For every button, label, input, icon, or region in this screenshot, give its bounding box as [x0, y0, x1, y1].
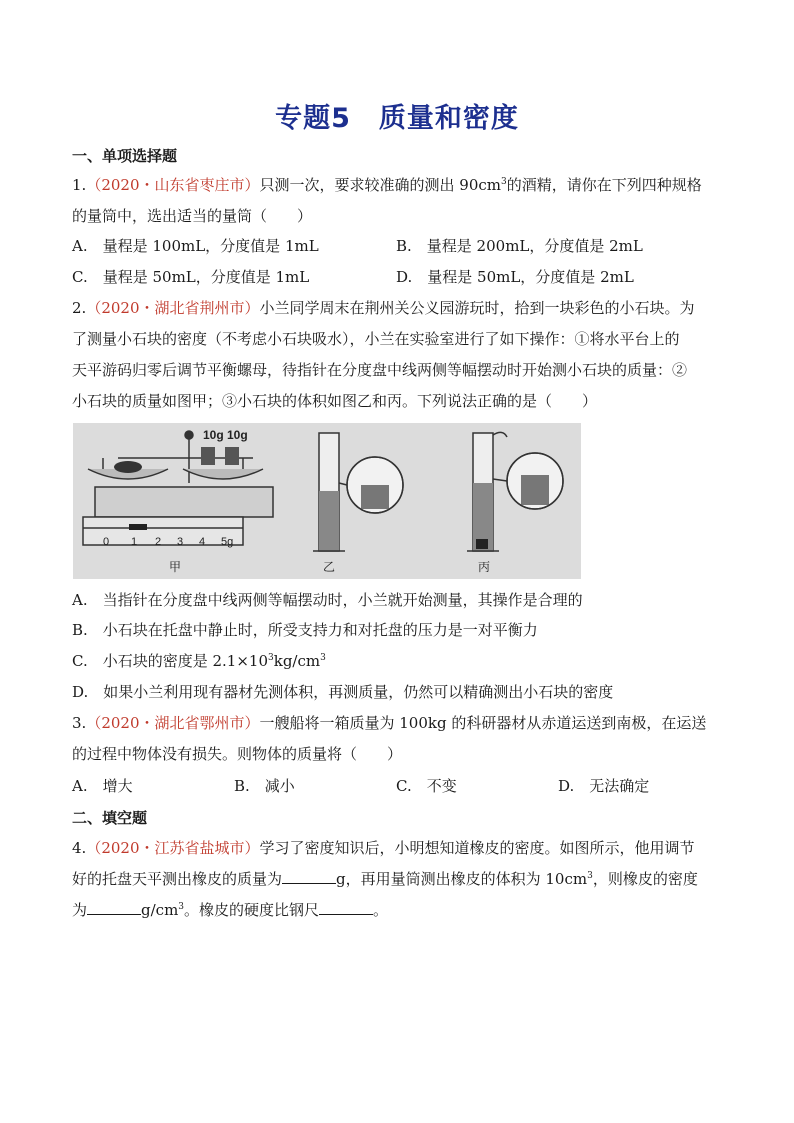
q4-sup: 3	[587, 871, 593, 881]
q4-sup: 3	[178, 902, 185, 912]
weight-icon	[225, 447, 239, 465]
q4-text: g/cm	[141, 901, 179, 919]
q1-option-b: B. 量程是 200mL，分度值是 2mL	[396, 237, 643, 255]
q3-option-c: C. 不变	[396, 777, 457, 795]
q4-line-2	[72, 869, 732, 889]
q2-option-d: D. 如果小兰利用现有器材先测体积，再测质量，仍然可以精确测出小石块的密度	[72, 683, 614, 701]
figure-label-yi: 乙	[323, 560, 336, 574]
q2-line-2: 了测量小石块的密度（不考虑小石块吸水），小兰在实验室进行了如下操作：①将水平台上的	[72, 330, 680, 348]
q3-line-2: 的过程中物体没有损失。则物体的质量将（ ）	[72, 745, 403, 763]
cylinder-yi	[313, 433, 403, 551]
q2-option-b: B. 小石块在托盘中静止时，所受支持力和对托盘的压力是一对平衡力	[72, 621, 538, 639]
q2-option-c-unit: kg/cm	[273, 652, 321, 670]
q2-line-1	[72, 298, 732, 318]
q3-option-a: A. 增大	[72, 777, 133, 795]
q4-number: 4.	[72, 839, 87, 857]
q2-option-a: A. 当指针在分度盘中线两侧等幅摆动时，小兰就开始测量，其操作是合理的	[72, 591, 583, 609]
q4-text: g，再用量筒测出橡皮的体积为 10cm	[336, 870, 588, 888]
q2-line-3: 天平游码归零后调节平衡螺母，待指针在分度盘中线两侧等幅摆动时开始测小石块的质量：②	[72, 361, 688, 379]
q2-number: 2.	[72, 299, 87, 317]
q3-line-1	[72, 713, 732, 733]
answer-blank-density[interactable]	[87, 900, 141, 915]
stone-on-pan	[114, 461, 142, 473]
q4-line-1	[72, 838, 732, 858]
q2-source: （2020・湖北省荆州市）	[86, 299, 260, 317]
q2-option-c-sup: 3	[268, 653, 274, 663]
q2-option-c-text: C. 小石块的密度是 2.1×10	[72, 652, 268, 670]
weights-label: 10g 10g	[203, 428, 248, 442]
q1-number: 1.	[72, 176, 87, 194]
q1-text-b: 的酒精，请你在下列四种规格	[506, 176, 702, 194]
q1-option-a: A. 量程是 100mL，分度值是 1mL	[72, 237, 319, 255]
figure-balance-and-cylinders	[73, 423, 581, 579]
q3-number: 3.	[72, 714, 87, 732]
rider-icon	[129, 524, 147, 530]
q1-option-c: C. 量程是 50mL，分度值是 1mL	[72, 268, 310, 286]
answer-blank-hardness[interactable]	[319, 900, 373, 915]
weight-icon	[201, 447, 215, 465]
page-title: 专题5 质量和密度	[275, 103, 519, 134]
q3-option-d: D. 无法确定	[558, 777, 650, 795]
q4-text: 好的托盘天平测出橡皮的质量为	[72, 870, 283, 888]
answer-blank-mass[interactable]	[282, 869, 336, 884]
q4-text: ，则橡皮的密度	[592, 870, 698, 888]
q4-text: 学习了密度知识后，小明想知道橡皮的密度。如图所示，他用调节	[259, 839, 695, 857]
q3-option-b: B. 减小	[234, 777, 295, 795]
scale-tick-label: 2	[155, 536, 162, 548]
q4-line-3	[72, 900, 732, 920]
q2-option-c-sup: 3	[320, 653, 326, 663]
q1-line-2: 的量筒中，选出适当的量筒（ ）	[72, 207, 313, 225]
figure-svg	[73, 423, 581, 579]
q1-source: （2020・山东省枣庄市）	[86, 176, 260, 194]
q3-source: （2020・湖北省鄂州市）	[86, 714, 260, 732]
q1-option-d: D. 量程是 50mL，分度值是 2mL	[396, 268, 634, 286]
section-heading-fill-blank: 二、填空题	[72, 809, 148, 827]
q2-line-4: 小石块的质量如图甲；③小石块的体积如图乙和丙。下列说法正确的是（ ）	[72, 392, 598, 410]
q1-sup: 3	[500, 177, 507, 187]
scale-tick-label: 1	[131, 536, 138, 548]
figure-label-jia: 甲	[169, 560, 182, 574]
q2-text: 小兰同学周末在荆州关公义园游玩时，拾到一块彩色的小石块。为	[259, 299, 695, 317]
balance-scale	[83, 431, 273, 545]
q4-text: 。橡皮的硬度比钢尺	[184, 901, 320, 919]
section-heading-single-choice: 一、单项选择题	[72, 147, 178, 165]
q2-option-c	[72, 651, 732, 671]
scale-tick-label: 0	[103, 536, 110, 548]
figure-label-bing: 丙	[478, 560, 491, 574]
q4-source: （2020・江苏省盐城市）	[86, 839, 260, 857]
scale-tick-label: 5g	[221, 536, 234, 548]
q4-text: 为	[72, 901, 88, 919]
q4-text: 。	[373, 901, 389, 919]
q1-line-1	[72, 175, 732, 195]
q1-text: 只测一次，要求较准确的测出 90cm	[259, 176, 501, 194]
q3-text: 一艘船将一箱质量为 100kg 的科研器材从赤道运送到南极，在运送	[259, 714, 707, 732]
scale-tick-label: 4	[199, 536, 206, 548]
scale-tick-label: 3	[177, 536, 184, 548]
cylinder-bing	[467, 432, 563, 551]
